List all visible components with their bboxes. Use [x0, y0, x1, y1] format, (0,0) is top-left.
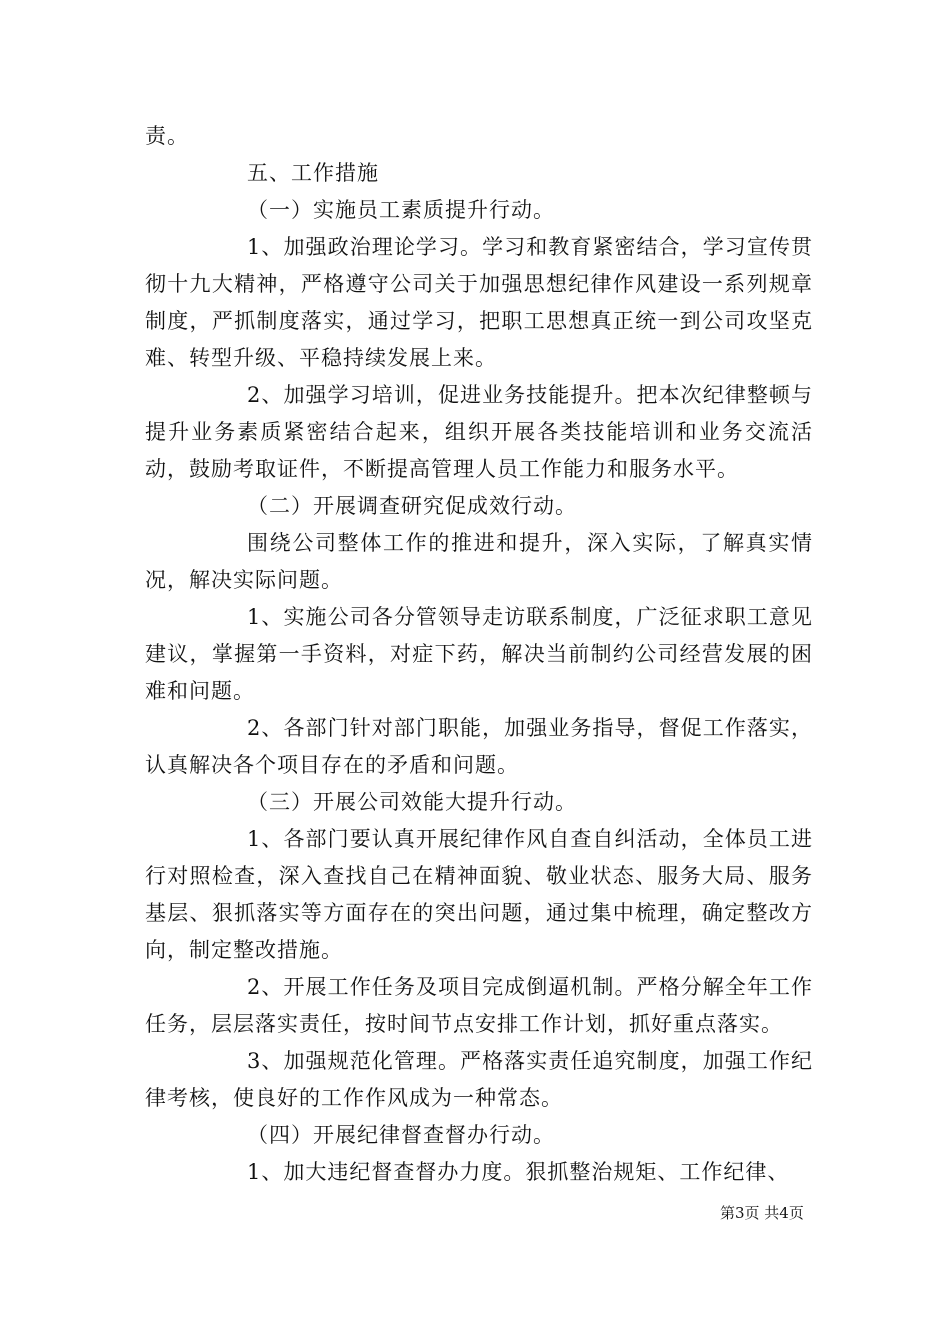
paragraph: 1、实施公司各分管领导走访联系制度，广泛征求职工意见建议，掌握第一手资料，对症下药，解决当前制约公司经营发展的困难和问题。 — [145, 605, 813, 703]
paragraph: 3、加强规范化管理。严格落实责任追究制度，加强工作纪律考核，使良好的工作作风成为一种常态。 — [145, 1049, 813, 1110]
page-number-footer: 第3页 共4页 — [720, 1204, 804, 1222]
paragraph: 2、加强学习培训，促进业务技能提升。把本次纪律整顿与提升业务素质紧密结合起来，组织开展各类技能培训和业务交流活动，鼓励考取证件，不断提高管理人员工作能力和服务水平。 — [145, 383, 813, 481]
paragraph: 2、开展工作任务及项目完成倒逼机制。严格分解全年工作任务，层层落实责任，按时间节点安排工作计划，抓好重点落实。 — [145, 975, 813, 1036]
paragraph: 1、加大违纪督查督办力度。狠抓整治规矩、工作纪律、 — [247, 1160, 790, 1184]
paragraph-continuation: 责。 — [145, 124, 189, 148]
paragraph: 2、各部门针对部门职能，加强业务指导，督促工作落实，认真解决各个项目存在的矛盾和问题。 — [145, 716, 813, 777]
paragraph: 围绕公司整体工作的推进和提升，深入实际，了解真实情况，解决实际问题。 — [145, 531, 813, 592]
subsection-heading-3: （三）开展公司效能大提升行动。 — [247, 790, 577, 814]
section-heading-work-measures: 五、工作措施 — [247, 161, 379, 185]
paragraph: 1、各部门要认真开展纪律作风自查自纠活动，全体员工进行对照检查，深入查找自己在精神面貌、敬业状态、服务大局、服务基层、狠抓落实等方面存在的突出问题，通过集中梳理，确定整改方向，制定整改措施。 — [145, 827, 813, 962]
subsection-heading-1: （一）实施员工素质提升行动。 — [247, 198, 555, 222]
subsection-heading-4: （四）开展纪律督查督办行动。 — [247, 1123, 555, 1147]
document-body — [145, 118, 813, 1191]
paragraph: 1、加强政治理论学习。学习和教育紧密结合，学习宣传贯彻十九大精神，严格遵守公司关于加强思想纪律作风建设一系列规章制度，严抓制度落实，通过学习，把职工思想真正统一到公司攻坚克难、转型升级、平稳持续发展上来。 — [145, 235, 813, 370]
subsection-heading-2: （二）开展调查研究促成效行动。 — [247, 494, 577, 518]
